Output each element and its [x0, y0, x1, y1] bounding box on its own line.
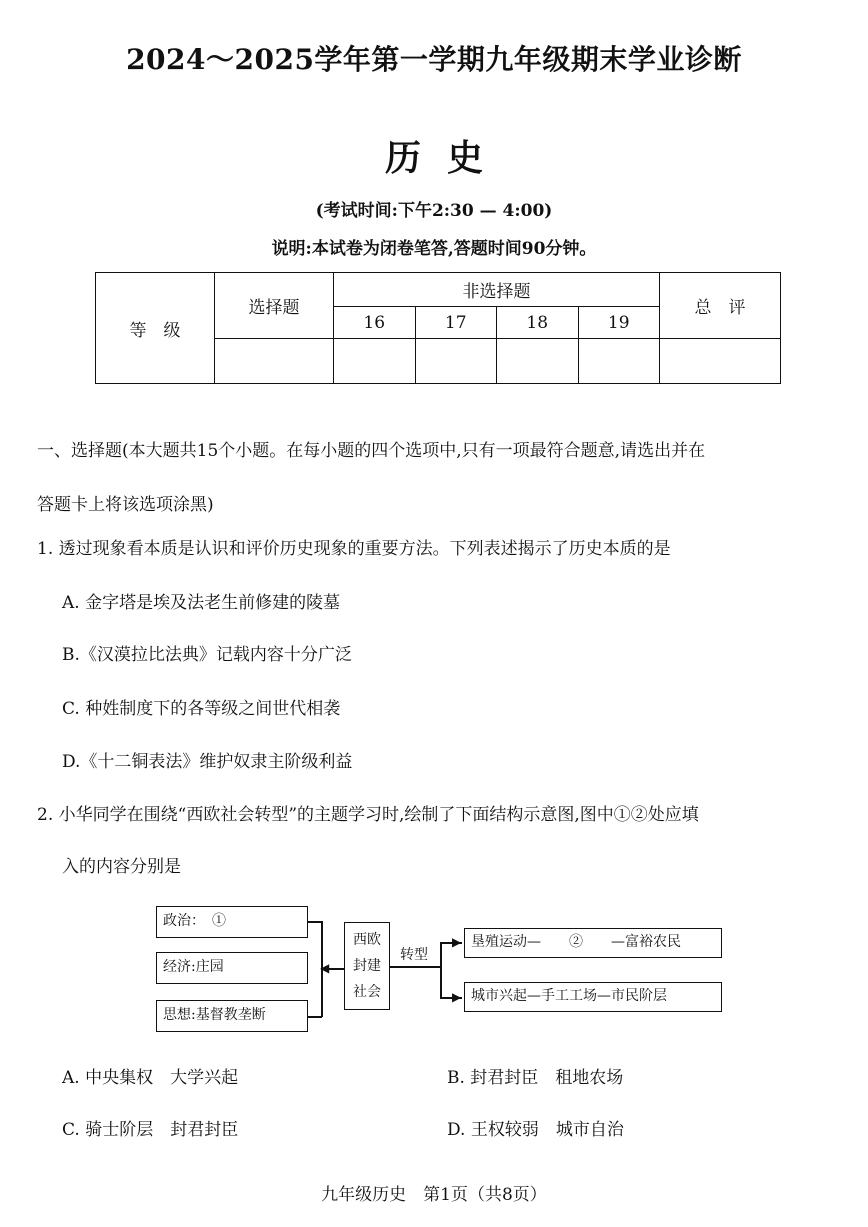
score-cell — [578, 339, 660, 384]
diagram-box-economy: 经济:庄园 — [156, 952, 308, 984]
diagram-box-reclamation: 垦殖运动— ② —富裕农民 — [464, 928, 722, 958]
question-number-cell: 19 — [578, 307, 660, 339]
diagram-box-cities: 城市兴起—手工工场—市民阶层 — [464, 982, 722, 1012]
question-2-option-b: B. 封君封臣 租地农场 — [447, 1068, 624, 1088]
question-2-option-a: A. 中央集权 大学兴起 — [62, 1068, 239, 1088]
question-1-option-a: A. 金字塔是埃及法老生前修建的陵墓 — [62, 593, 341, 613]
score-cell — [334, 339, 416, 384]
exam-note: 说明:本试卷为闭卷笔答,答题时间90分钟。 — [271, 239, 597, 259]
section-heading — [37, 424, 837, 532]
choice-label: 选择题 — [215, 273, 334, 339]
question-1-stem: 1. 透过现象看本质是认识和评价历史现象的重要方法。下列表述揭示了历史本质的是 — [37, 539, 671, 559]
page-footer: 九年级历史 第1页（共8页） — [321, 1185, 547, 1205]
question-2-stem-cont: 入的内容分别是 — [62, 857, 181, 877]
question-2-option-c: C. 骑士阶层 封君封臣 — [62, 1120, 239, 1140]
question-number-cell: 18 — [497, 307, 579, 339]
connector-line — [308, 1016, 322, 1018]
connector-line — [308, 921, 322, 923]
total-label: 总 评 — [660, 273, 781, 339]
diagram-box-feudal-society — [344, 922, 390, 1010]
arrow-right-icon: ▶ — [452, 935, 462, 949]
section-heading-line: 答题卡上将该选项涂黑) — [37, 495, 214, 515]
arrow-left-icon: ◀ — [320, 961, 330, 975]
question-1-option-b: B.《汉漠拉比法典》记载内容十分广泛 — [62, 645, 352, 665]
question-number-cell: 17 — [415, 307, 497, 339]
diagram-box-politics: 政治： ① — [156, 906, 308, 938]
grade-label: 等 级 — [96, 273, 215, 384]
transform-label: 转型 — [400, 947, 428, 963]
structure-diagram — [150, 900, 730, 1030]
non-choice-label: 非选择题 — [334, 273, 660, 307]
diagram-box-thought: 思想:基督教垄断 — [156, 1000, 308, 1032]
connector-line — [440, 942, 442, 998]
connector-line — [390, 966, 440, 968]
center-box-line: 封建 — [353, 958, 381, 974]
question-number-cell: 16 — [334, 307, 416, 339]
question-1-option-c: C. 种姓制度下的各等级之间世代相袭 — [62, 699, 341, 719]
score-cell — [215, 339, 334, 384]
question-1-option-d: D.《十二铜表法》维护奴隶主阶级利益 — [62, 752, 353, 772]
score-cell — [497, 339, 579, 384]
center-box-line: 西欧 — [353, 932, 381, 948]
exam-time: (考试时间:下午2:30 — 4:00) — [315, 201, 553, 221]
arrow-right-icon: ▶ — [452, 990, 462, 1004]
score-cell — [660, 339, 781, 384]
question-2-option-d: D. 王权较弱 城市自治 — [447, 1120, 624, 1140]
section-heading-line: 一、选择题(本大题共15个小题。在每小题的四个选项中,只有一项最符合题意,请选出并在 — [37, 441, 706, 461]
grade-table — [95, 272, 781, 384]
center-box-line: 社会 — [353, 984, 381, 1000]
score-cell — [415, 339, 497, 384]
subject-title: 历史 — [384, 137, 509, 179]
exam-title: 2024～2025学年第一学期九年级期末学业诊断 — [126, 43, 742, 76]
question-2-stem: 2. 小华同学在围绕“西欧社会转型”的主题学习时,绘制了下面结构示意图,图中①②处应填 — [37, 805, 699, 825]
